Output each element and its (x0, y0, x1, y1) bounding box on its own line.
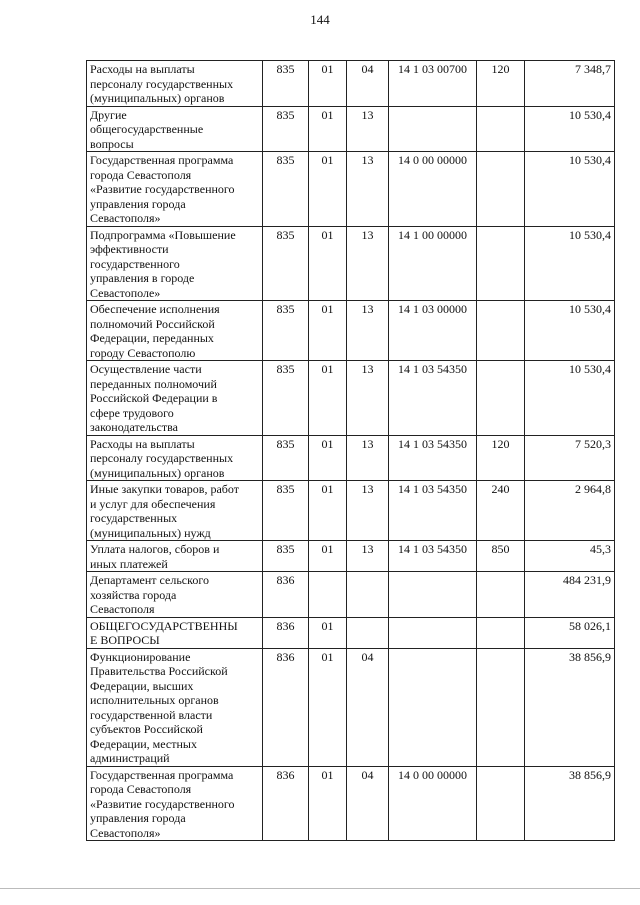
table-row (87, 226, 615, 301)
target-article-cell: 14 0 00 00000 (389, 152, 477, 227)
target-article-cell: 14 1 03 54350 (389, 361, 477, 436)
section-code-cell: 01 (309, 541, 347, 572)
expense-type-cell (477, 106, 525, 152)
row-name-cell: Расходы на выплаты персоналу государственных (муниципальных) органов (87, 61, 263, 107)
target-article-cell (389, 617, 477, 648)
section-code-cell: 01 (309, 361, 347, 436)
page-number: 144 (310, 12, 330, 27)
subsection-code-cell: 13 (347, 481, 389, 541)
subsection-code-cell: 13 (347, 361, 389, 436)
section-code-cell: 01 (309, 106, 347, 152)
expense-type-cell (477, 617, 525, 648)
expense-type-cell (477, 648, 525, 766)
ved-code-cell: 835 (263, 541, 309, 572)
section-code-cell: 01 (309, 617, 347, 648)
amount-cell: 10 530,4 (525, 226, 615, 301)
amount-cell: 2 964,8 (525, 481, 615, 541)
subsection-code-cell: 13 (347, 226, 389, 301)
row-name-cell: Расходы на выплаты персоналу государственных (муниципальных) органов (87, 435, 263, 481)
target-article-cell (389, 572, 477, 618)
amount-cell: 10 530,4 (525, 301, 615, 361)
target-article-cell (389, 106, 477, 152)
amount-cell: 7 520,3 (525, 435, 615, 481)
amount-cell: 7 348,7 (525, 61, 615, 107)
amount-cell: 10 530,4 (525, 361, 615, 436)
target-article-cell (389, 648, 477, 766)
expense-type-cell (477, 226, 525, 301)
ved-code-cell: 836 (263, 766, 309, 841)
expense-type-cell (477, 572, 525, 618)
row-name-cell: Государственная программа города Севастополя «Развитие государственного управления города Севастополя» (87, 766, 263, 841)
amount-cell: 45,3 (525, 541, 615, 572)
ved-code-cell: 835 (263, 481, 309, 541)
section-code-cell: 01 (309, 766, 347, 841)
row-name-cell: Подпрограмма «Повышение эффективности государственного управления в городе Севастополе» (87, 226, 263, 301)
expense-type-cell: 120 (477, 61, 525, 107)
section-code-cell: 01 (309, 152, 347, 227)
table-row (87, 435, 615, 481)
section-code-cell (309, 572, 347, 618)
subsection-code-cell: 13 (347, 301, 389, 361)
section-code-cell: 01 (309, 226, 347, 301)
ved-code-cell: 836 (263, 648, 309, 766)
subsection-code-cell: 04 (347, 766, 389, 841)
row-name-cell: Уплата налогов, сборов и иных платежей (87, 541, 263, 572)
subsection-code-cell (347, 572, 389, 618)
table-row (87, 648, 615, 766)
table-row (87, 572, 615, 618)
section-code-cell: 01 (309, 481, 347, 541)
section-code-cell: 01 (309, 301, 347, 361)
ved-code-cell: 835 (263, 61, 309, 107)
ved-code-cell: 835 (263, 435, 309, 481)
row-name-cell: Департамент сельского хозяйства города Севастополя (87, 572, 263, 618)
subsection-code-cell: 13 (347, 541, 389, 572)
table-row (87, 301, 615, 361)
row-name-cell: Государственная программа города Севастополя «Развитие государственного управления города Севастополя» (87, 152, 263, 227)
expense-type-cell (477, 301, 525, 361)
ved-code-cell: 836 (263, 617, 309, 648)
subsection-code-cell: 13 (347, 106, 389, 152)
row-name-cell: ОБЩЕГОСУДАРСТВЕННЫ Е ВОПРОСЫ (87, 617, 263, 648)
row-name-cell: Обеспечение исполнения полномочий Российской Федерации, переданных городу Севастополю (87, 301, 263, 361)
row-name-cell: Другие общегосударственные вопросы (87, 106, 263, 152)
table-row (87, 481, 615, 541)
subsection-code-cell (347, 617, 389, 648)
table-row (87, 361, 615, 436)
section-code-cell: 01 (309, 648, 347, 766)
table-row (87, 61, 615, 107)
expense-type-cell: 240 (477, 481, 525, 541)
section-code-cell: 01 (309, 61, 347, 107)
page-bottom-border (0, 888, 640, 889)
ved-code-cell: 835 (263, 106, 309, 152)
expense-type-cell (477, 152, 525, 227)
target-article-cell: 14 1 03 00700 (389, 61, 477, 107)
target-article-cell: 14 1 00 00000 (389, 226, 477, 301)
expense-type-cell (477, 361, 525, 436)
ved-code-cell: 835 (263, 301, 309, 361)
expense-type-cell: 850 (477, 541, 525, 572)
ved-code-cell: 835 (263, 152, 309, 227)
target-article-cell: 14 1 03 00000 (389, 301, 477, 361)
table-row (87, 152, 615, 227)
subsection-code-cell: 04 (347, 648, 389, 766)
table-row (87, 617, 615, 648)
ved-code-cell: 835 (263, 226, 309, 301)
target-article-cell: 14 1 03 54350 (389, 481, 477, 541)
table-row (87, 766, 615, 841)
amount-cell: 10 530,4 (525, 106, 615, 152)
subsection-code-cell: 13 (347, 152, 389, 227)
subsection-code-cell: 04 (347, 61, 389, 107)
section-code-cell: 01 (309, 435, 347, 481)
budget-table (86, 60, 615, 841)
amount-cell: 484 231,9 (525, 572, 615, 618)
target-article-cell: 14 1 03 54350 (389, 541, 477, 572)
amount-cell: 38 856,9 (525, 648, 615, 766)
ved-code-cell: 835 (263, 361, 309, 436)
target-article-cell: 14 1 03 54350 (389, 435, 477, 481)
ved-code-cell: 836 (263, 572, 309, 618)
table-row (87, 106, 615, 152)
row-name-cell: Осуществление части переданных полномочий Российской Федерации в сфере трудового законодательства (87, 361, 263, 436)
table-row (87, 541, 615, 572)
target-article-cell: 14 0 00 00000 (389, 766, 477, 841)
amount-cell: 38 856,9 (525, 766, 615, 841)
row-name-cell: Иные закупки товаров, работ и услуг для обеспечения государственных (муниципальных) нужд (87, 481, 263, 541)
expense-type-cell (477, 766, 525, 841)
table-body (87, 61, 615, 841)
subsection-code-cell: 13 (347, 435, 389, 481)
expense-type-cell: 120 (477, 435, 525, 481)
amount-cell: 10 530,4 (525, 152, 615, 227)
amount-cell: 58 026,1 (525, 617, 615, 648)
row-name-cell: Функционирование Правительства Российской Федерации, высших исполнительных органов государственной власти субъектов Российской Федерации, местных администраций (87, 648, 263, 766)
